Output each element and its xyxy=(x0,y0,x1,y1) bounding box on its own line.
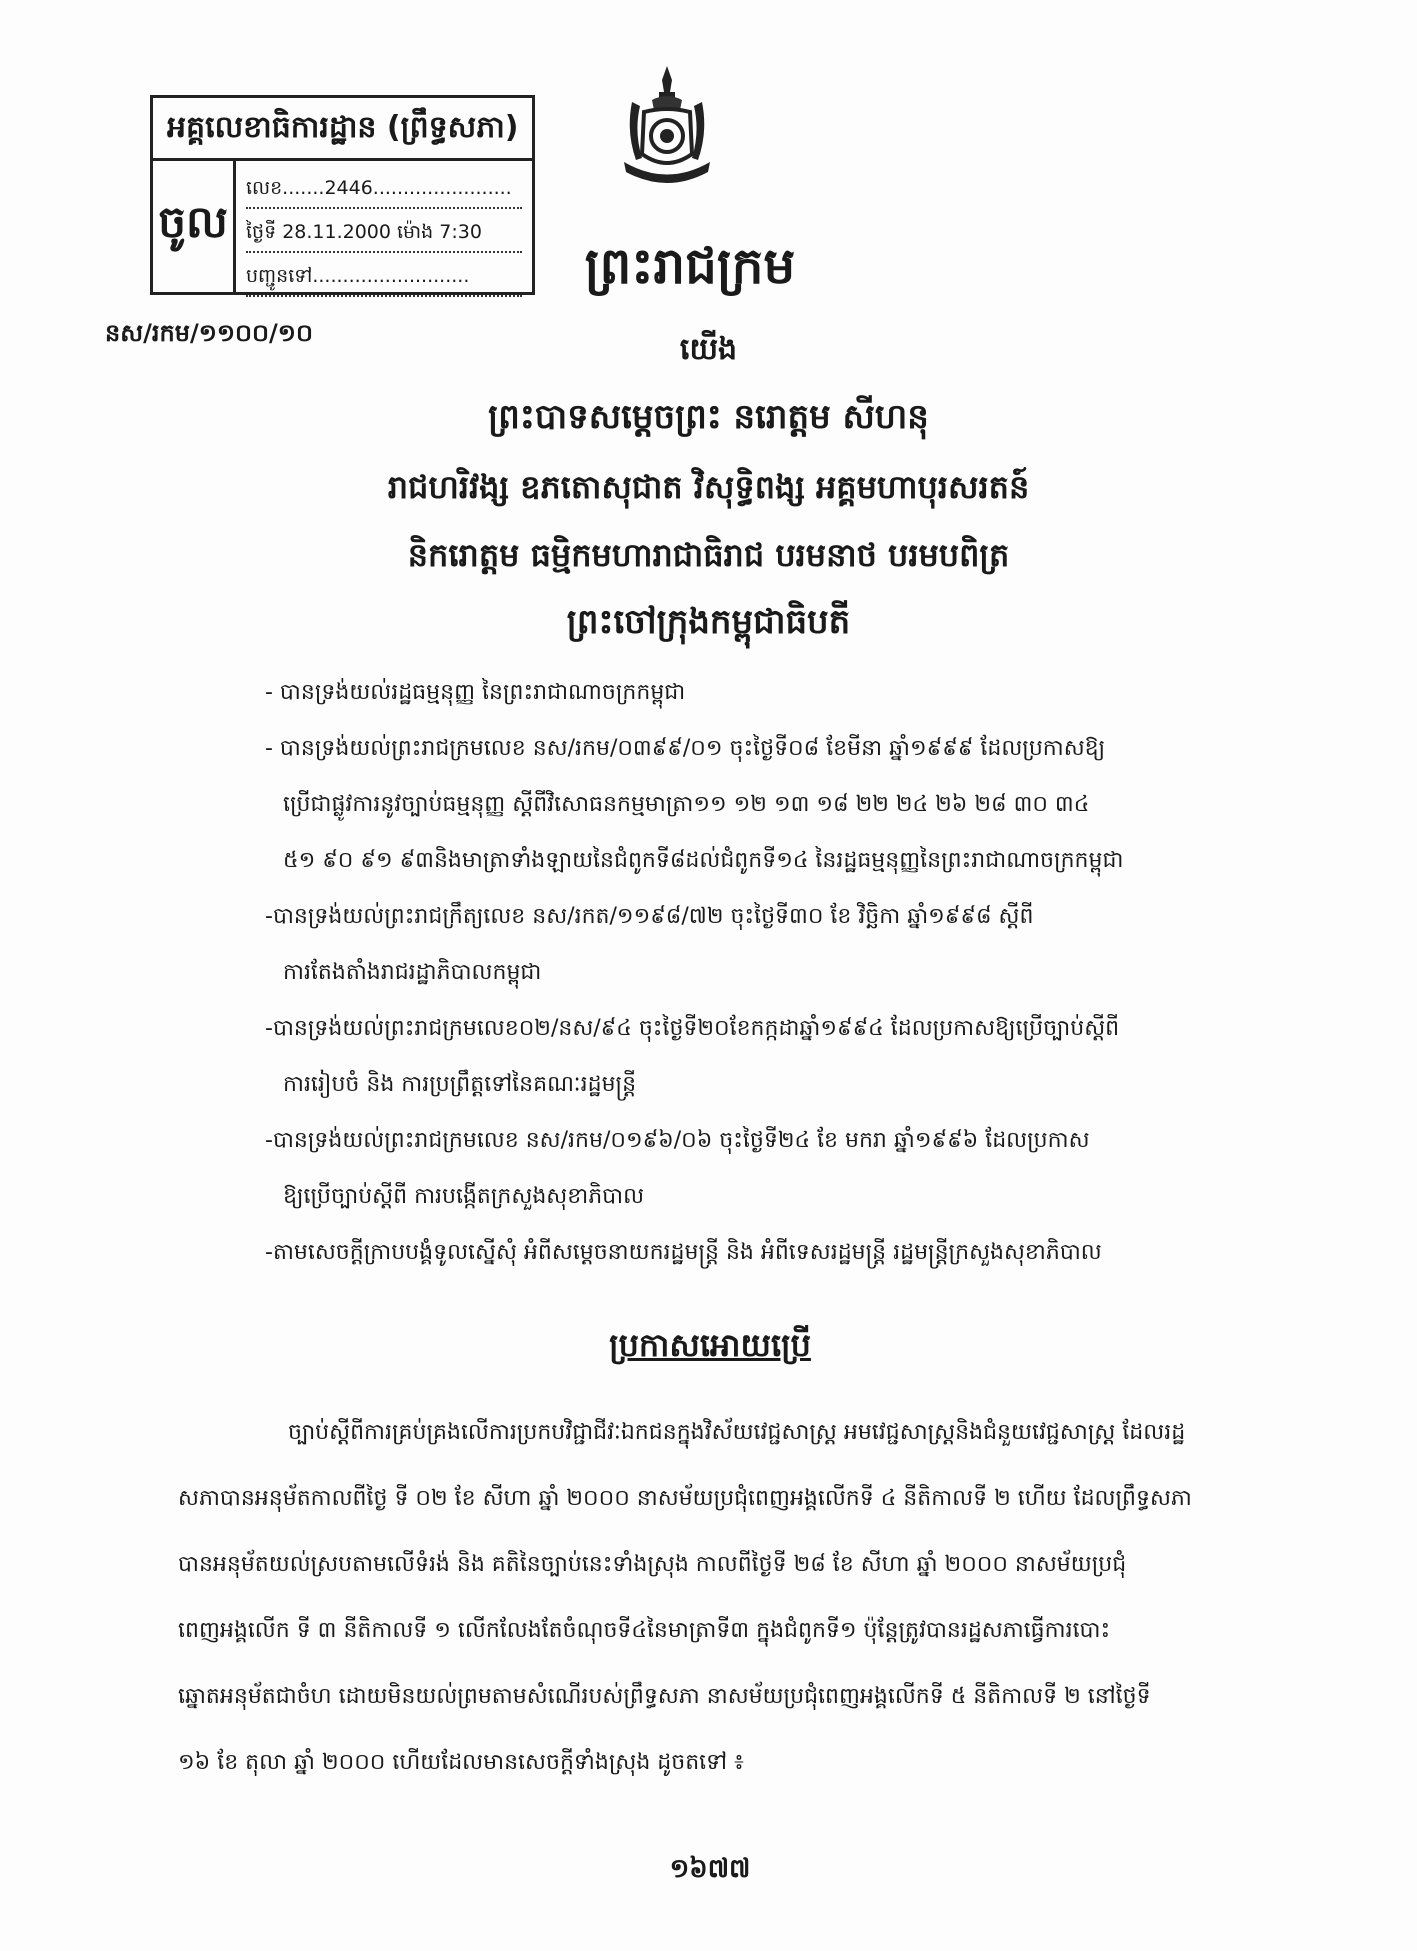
heading-we: យើង xyxy=(679,332,738,367)
recital-continuation: ប្រើជាផ្លូវការនូវច្បាប់ធម្មនុញ្ញ ស្តីពីវិសោធនកម្មមាត្រា១១ ១២ ១៣ ១៨ ២២ ២៤ ២៦ ២៨ ៣០ ៣៤ xyxy=(283,792,1090,817)
body-line: ច្បាប់ស្តីពីការគ្រប់គ្រងលើការប្រកបវិជ្ជាជីវៈឯកជនក្នុងវិស័យវេជ្ជសាស្ត្រ អមវេជ្ជសាស្ត្រនិងជំនួយវេជ្ជសាស្ត្រ ដែលរដ្ឋ xyxy=(288,1420,1186,1445)
recital-item xyxy=(265,1001,1245,1113)
body-line: បានអនុម័តយល់ស្របតាមលើទំរង់ និង គតិនៃច្បាប់នេះទាំងស្រុង កាលពីថ្ងៃទី ២៨ ខែ សីហា ឆ្នាំ ២០០០ នាសម័យប្រជុំ xyxy=(178,1552,1127,1577)
stamp-side-label: ចូល xyxy=(153,161,236,292)
recital-item xyxy=(265,721,1245,889)
recital-text: -បានទ្រង់យល់ព្រះរាជក្រឹត្យលេខ នស/រកត/១១៩៨/៧២ ចុះថ្ងៃទី៣០ ខែ វិច្ឆិកា ឆ្នាំ១៩៩៨ ស្តីពី xyxy=(265,904,1034,929)
recital-item xyxy=(265,889,1245,1001)
decree-title: ព្រះរាជក្រម xyxy=(584,237,796,295)
stamp-date-line: ថ្ងៃទី 28.11.2000 ម៉ោង 7:30 xyxy=(246,213,522,253)
promulgation-heading: ប្រកាសអោយប្រើ xyxy=(609,1326,811,1364)
recital-continuation: ការរៀបចំ និង ការប្រព្រឹត្តទៅនៃគណៈរដ្ឋមន្ត្រី xyxy=(283,1072,637,1097)
recital-item xyxy=(265,1225,1245,1281)
body-line: ពេញអង្គលើក ទី ៣ នីតិកាលទី ១ លើកលែងតែចំណុចទី៤នៃមាត្រាទី៣ ក្នុងជំពូកទី១ ប៉ុន្តែត្រូវបានរដ្ឋសភាធ្វើការបោះ xyxy=(178,1618,1111,1643)
recital-text: -បានទ្រង់យល់ព្រះរាជក្រមលេខ០២/នស/៩៤ ចុះថ្ងៃទី២០ខែកក្កដាឆ្នាំ១៩៩៤ ដែលប្រកាសឱ្យប្រើច្បាប់ស្តីពី xyxy=(265,1016,1120,1041)
recital-continuation: ៥១ ៩០ ៩១ ៩៣និងមាត្រាទាំងឡាយនៃជំពូកទី៨ដល់ជំពូកទី១៤ នៃរដ្ឋធម្មនុញ្ញនៃព្រះរាជាណាចក្រកម្ពុជា xyxy=(283,848,1124,873)
heading-king-line-3: និករោត្តម ធម្មិកមហារាជាធិរាជ បរមនាថ បរមបពិត្រ xyxy=(407,536,1010,574)
body-line: ឆ្នោតអនុម័តជាចំហ ដោយមិនយល់ព្រមតាមសំណើរបស់ព្រឹទ្ធសភា នាសម័យប្រជុំពេញអង្គលើកទី ៥ នីតិកាលទី ២ នៅថ្ងៃទី xyxy=(178,1684,1151,1709)
recital-text: - បានទ្រង់យល់ព្រះរាជក្រមលេខ នស/រកម/០៣៩៩/០១ ចុះថ្ងៃទី០៨ ខែមីនា ឆ្នាំ១៩៩៩ ដែលប្រកាសឱ្យ xyxy=(265,736,1106,761)
recital-continuation: ឱ្យប្រើច្បាប់ស្តីពី ការបង្កើតក្រសួងសុខាភិបាល xyxy=(283,1184,645,1209)
recital-text: -តាមសេចក្តីក្រាបបង្គំទូលស្នើសុំ អំពីសម្តេចនាយករដ្ឋមន្ត្រី និង អំពីទេសរដ្ឋមន្ត្រី រដ្ឋមន្ត្រីក្រសួងសុខាភិបាល xyxy=(265,1240,1102,1265)
heading-king-line-4: ព្រះចៅក្រុងកម្ពុជាធិបតី xyxy=(566,602,851,642)
page-number: ១៦៧៧ xyxy=(669,1854,751,1884)
body-line: សភាបានអនុម័តកាលពីថ្ងៃ ទី ០២ ខែ សីហា ឆ្នាំ ២០០០ នាសម័យប្រជុំពេញអង្គលើកទី ៤ នីតិកាលទី ២ ហើយ ដែលព្រឹទ្ធសភា xyxy=(178,1486,1192,1511)
recital-item xyxy=(265,1113,1245,1225)
heading-king-line-1: ព្រះបាទសម្តេចព្រះ នរោត្តម សីហនុ xyxy=(488,397,929,437)
reference-number: នស/រកម/១១០០/១០ xyxy=(105,319,313,347)
royal-coat-of-arms-icon xyxy=(612,62,722,197)
body-line: ១៦ ខែ តុលា ឆ្នាំ ២០០០ ហើយដែលមានសេចក្តីទាំងស្រុង ដូចតទៅ ៖ xyxy=(178,1750,744,1775)
stamp-header: អគ្គលេខាធិការដ្ឋាន (ព្រឹទ្ធសភា) xyxy=(153,98,532,161)
recital-text: - បានទ្រង់យល់រដ្ឋធម្មនុញ្ញ នៃព្រះរាជាណាចក្រកម្ពុជា xyxy=(265,680,686,705)
recital-continuation: ការតែងតាំងរាជរដ្ឋាភិបាលកម្ពុជា xyxy=(283,960,542,985)
stamp-forward-line: បញ្ជូនទៅ.......................... xyxy=(246,257,522,297)
recital-item xyxy=(265,665,1245,721)
body-paragraph xyxy=(178,1400,1328,1796)
recital-text: -បានទ្រង់យល់ព្រះរាជក្រមលេខ នស/រកម/០១៩៦/០៦ ចុះថ្ងៃទី២៤ ខែ មករា ឆ្នាំ១៩៩៦ ដែលប្រកាស xyxy=(265,1128,1090,1153)
received-stamp xyxy=(150,95,535,295)
recitals-list xyxy=(265,665,1245,1281)
stamp-number-line: លេខ.......2446....................... xyxy=(246,169,522,209)
heading-king-line-2: រាជហរិវង្ស ឧភតោសុជាត វិសុទ្ធិពង្ស អគ្គមហាបុរសរតន៍ xyxy=(387,468,1030,506)
stamp-lines xyxy=(236,161,532,292)
stamp-body xyxy=(153,161,532,292)
